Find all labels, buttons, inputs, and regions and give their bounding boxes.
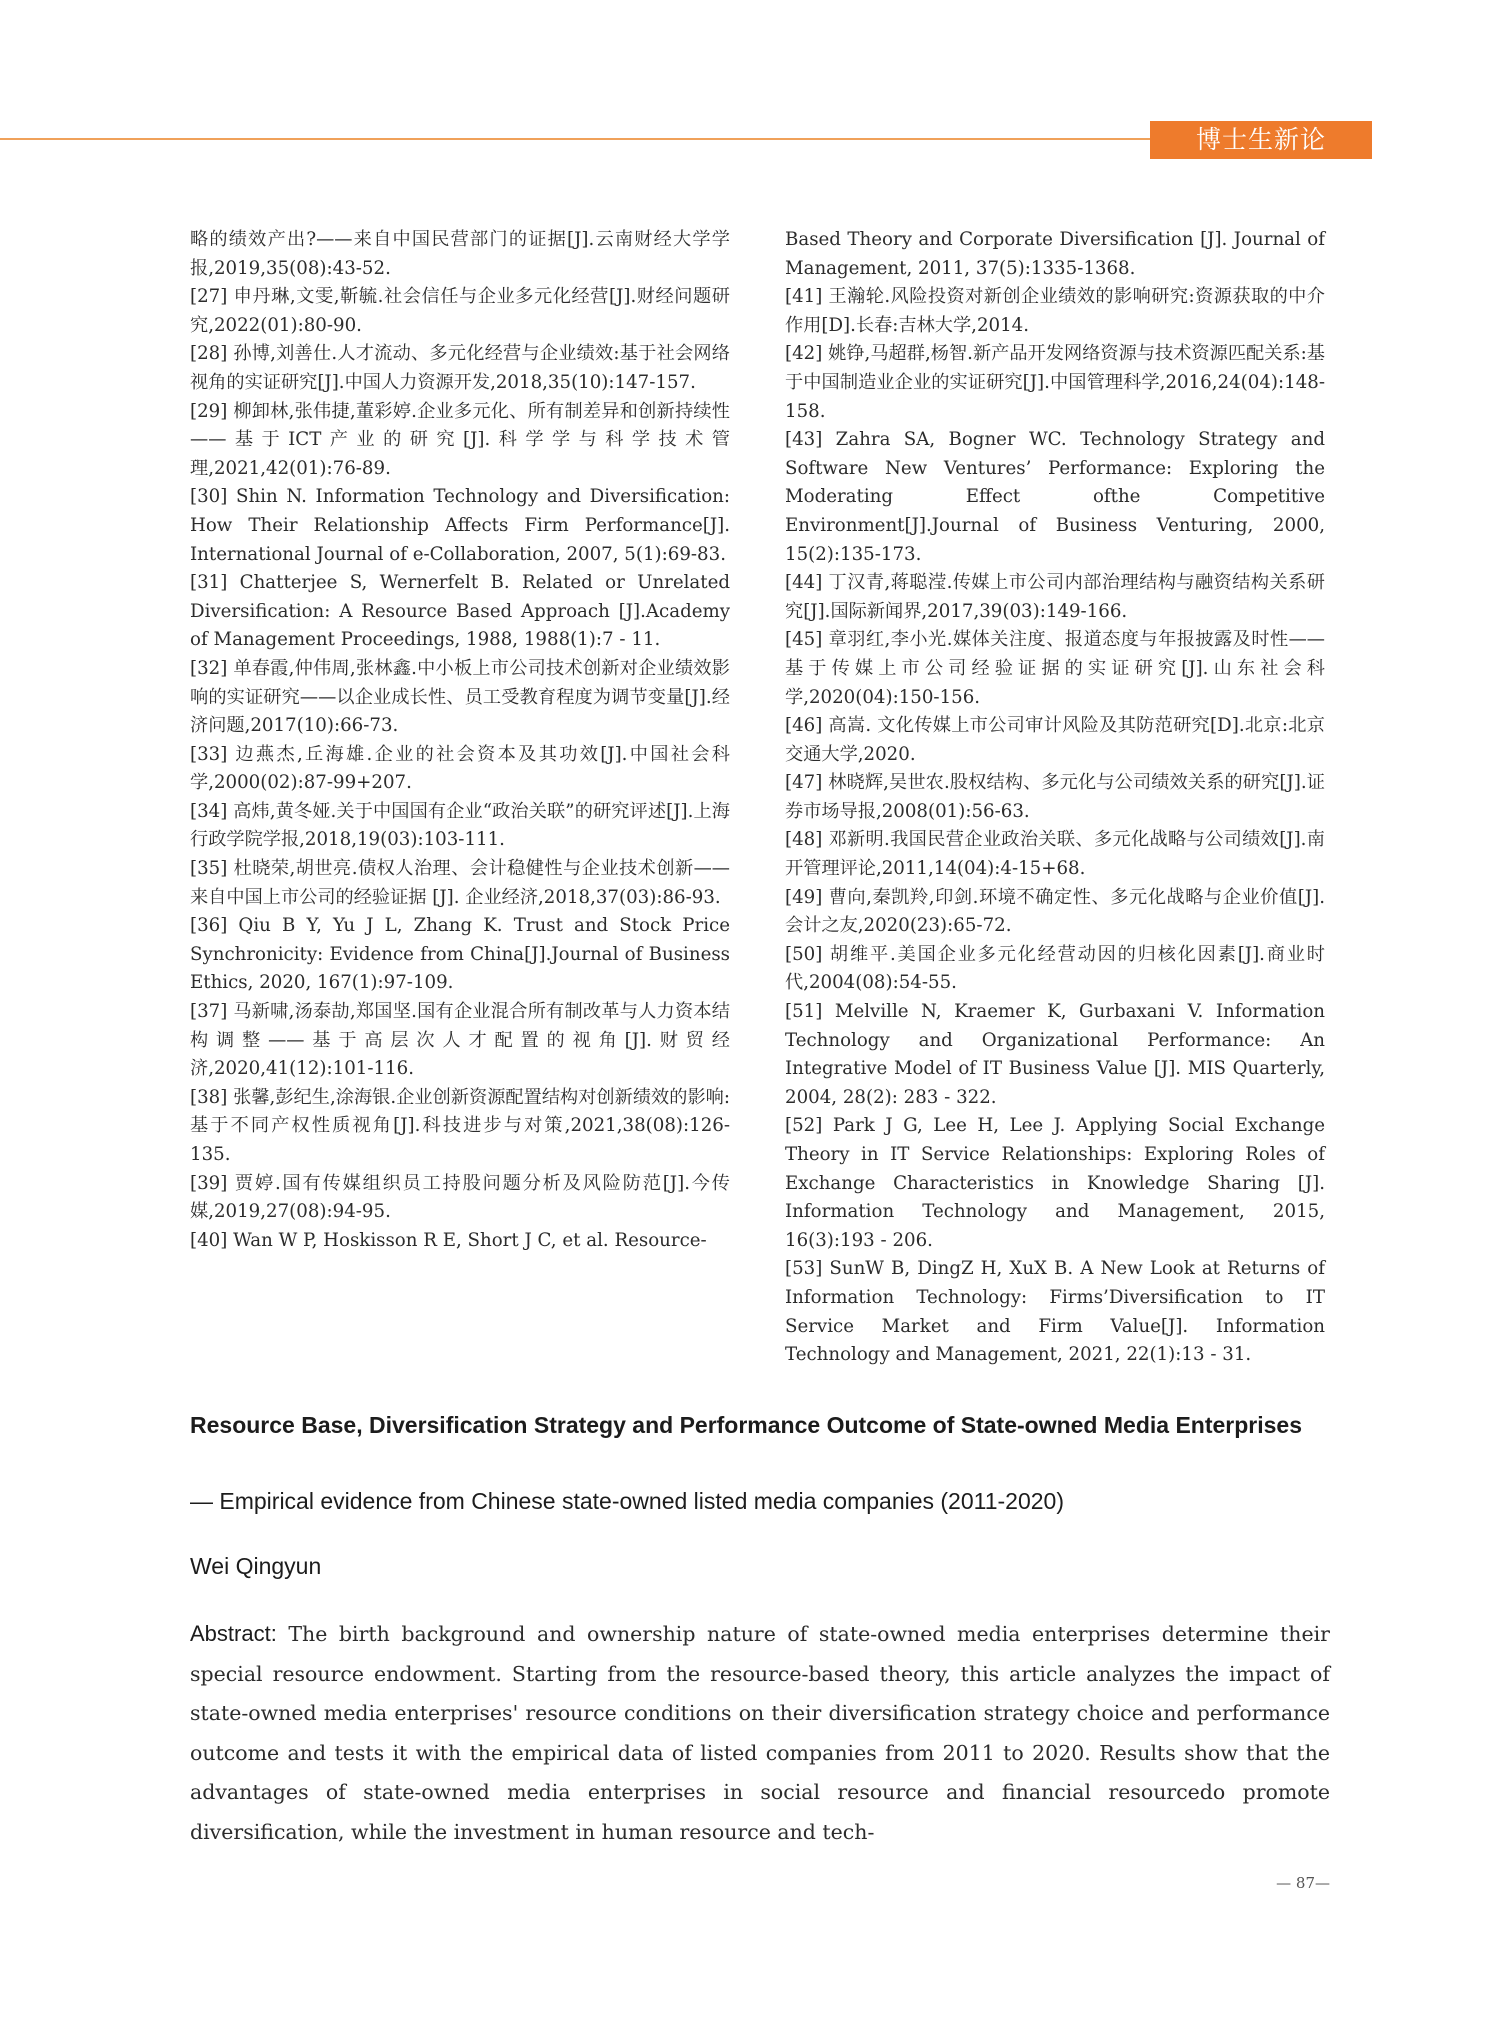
reference-item: [29] 柳卸林,张伟捷,董彩婷.企业多元化、所有制差异和创新持续性——基于ICT产业的研究[J].科学学与科学技术管理,2021,42(01):76-89. [190,400,730,479]
abstract [190,1614,1330,1852]
header-rule [0,138,1160,140]
reference-item: [33] 边燕杰,丘海雄.企业的社会资本及其功效[J].中国社会科学,2000(02):87-99+207. [190,743,730,794]
english-title: Resource Base, Diversification Strategy and Performance Outcome of State-owned Media Enterprises [190,1412,1302,1438]
reference-item: [35] 杜晓荣,胡世亮.债权人治理、会计稳健性与企业技术创新——来自中国上市公司的经验证据 [J]. 企业经济,2018,37(03):86-93. [190,858,730,908]
reference-item: [27] 申丹琳,文雯,靳毓.社会信任与企业多元化经营[J].财经问题研究,2022(01):80-90. [190,286,730,336]
reference-item: [47] 林晓辉,吴世农.股权结构、多元化与公司绩效关系的研究[J].证券市场导报,2008(01):56-63. [785,772,1325,822]
abstract-label: Abstract: [190,1621,277,1646]
section-tab: 博士生新论 [1150,121,1372,159]
references-right-column [785,226,1325,1370]
reference-item: [38] 张馨,彭纪生,涂海银.企业创新资源配置结构对创新绩效的影响:基于不同产权性质视角[J].科技进步与对策,2021,38(08):126-135. [190,1086,730,1165]
reference-item: [48] 邓新明.我国民营企业政治关联、多元化战略与公司绩效[J].南开管理评论,2011,14(04):4-15+68. [785,829,1325,880]
page-number: — 87— [1276,1874,1330,1892]
reference-item: [44] 丁汉青,蒋聪滢.传媒上市公司内部治理结构与融资结构关系研究[J].国际新闻界,2017,39(03):149-166. [785,572,1325,622]
reference-item: [34] 高炜,黄冬娅.关于中国国有企业“政治关联”的研究评述[J].上海行政学院学报,2018,19(03):103-111. [190,800,730,851]
reference-item: [28] 孙博,刘善仕.人才流动、多元化经营与企业绩效:基于社会网络视角的实证研究[J].中国人力资源开发,2018,35(10):147-157. [190,343,730,393]
references-left-column [190,226,730,1255]
reference-item: [53] SunW B, DingZ H, XuX B. A New Look at Returns of Information Technology: Firms’Diversification to IT Service Market and Firm Value[J]. Information Technology and Management, 2021, 22(1):13 - 31. [785,1258,1325,1366]
reference-item: [49] 曹向,秦凯羚,印剑.环境不确定性、多元化战略与企业价值[J].会计之友,2020(23):65-72. [785,886,1325,937]
reference-item: [39] 贾婷.国有传媒组织员工持股问题分析及风险防范[J].今传媒,2019,27(08):94-95. [190,1172,730,1223]
reference-item: [50] 胡维平.美国企业多元化经营动因的归核化因素[J].商业时代,2004(08):54-55. [785,943,1325,994]
reference-item: [43] Zahra SA, Bogner WC. Technology Strategy and Software New Ventures’ Performance: Exploring the Moderating Effect ofthe Competitive Environment[J].Journal of Business Venturing, 2000, 15(2):135-173. [785,429,1325,565]
reference-item: [36] Qiu B Y, Yu J L, Zhang K. Trust and Stock Price Synchronicity: Evidence from China[J].Journal of Business Ethics, 2020, 167(1):97-109. [190,915,730,994]
reference-item: [51] Melville N, Kraemer K, Gurbaxani V. Information Technology and Organizational Performance: An Integrative Model of IT Business Value [J]. MIS Quarterly, 2004, 28(2): 283 - 322. [785,1001,1325,1108]
reference-item: [40] Wan W P, Hoskisson R E, Short J C, et al. Resource- [190,1229,707,1251]
reference-item: 略的绩效产出?——来自中国民营部门的证据[J].云南财经大学学报,2019,35(08):43-52. [190,229,730,279]
reference-item: [42] 姚铮,马超群,杨智.新产品开发网络资源与技术资源匹配关系:基于中国制造业企业的实证研究[J].中国管理科学,2016,24(04):148-158. [785,343,1325,422]
english-subtitle: — Empirical evidence from Chinese state-owned listed media companies (2011-2020) [190,1488,1064,1514]
reference-item: [32] 单春霞,仲伟周,张林鑫.中小板上市公司技术创新对企业绩效影响的实证研究——以企业成长性、员工受教育程度为调节变量[J].经济问题,2017(10):66-73. [190,657,730,737]
abstract-text: The birth background and ownership nature of state-owned media enterprises determine their special resource endowment. Starting from the resource-based theory, this article analyzes the impact of state-owned media enterprises' resource conditions on their diversification strategy choice and performance outcome and tests it with the empirical data of listed companies from 2011 to 2020. Results show that the advantages of state-owned media enterprises in social resource and financial resourcedo promote diversification, while the investment in human resource and tech- [190,1622,1330,1844]
reference-item: Based Theory and Corporate Diversification [J]. Journal of Management, 2011, 37(5):1335-1368. [785,229,1325,279]
reference-item: [52] Park J G, Lee H, Lee J. Applying Social Exchange Theory in IT Service Relationships: Exploring Roles of Exchange Characteristics in Knowledge Sharing [J]. Information Technology and Management, 2015, 16(3):193 - 206. [785,1115,1325,1251]
reference-item: [37] 马新啸,汤泰劼,郑国坚.国有企业混合所有制改革与人力资本结构调整——基于高层次人才配置的视角[J].财贸经济,2020,41(12):101-116. [190,1001,730,1080]
reference-item: [45] 章羽红,李小光.媒体关注度、报道态度与年报披露及时性——基于传媒上市公司经验证据的实证研究[J].山东社会科学,2020(04):150-156. [785,629,1325,708]
reference-item: [31] Chatterjee S, Wernerfelt B. Related or Unrelated Diversification: A Resource Based Approach [J].Academy of Management Proceedings, 1988, 1988(1):7 - 11. [190,572,730,651]
reference-item: [46] 高嵩. 文化传媒上市公司审计风险及其防范研究[D].北京:北京交通大学,2020. [785,715,1325,765]
author-name: Wei Qingyun [190,1553,322,1579]
reference-item: [41] 王瀚轮.风险投资对新创企业绩效的影响研究:资源获取的中介作用[D].长春:吉林大学,2014. [785,286,1325,336]
reference-item: [30] Shin N. Information Technology and Diversification: How Their Relationship Affects Firm Performance[J]. International Journal of e-Collaboration, 2007, 5(1):69-83. [190,486,730,565]
